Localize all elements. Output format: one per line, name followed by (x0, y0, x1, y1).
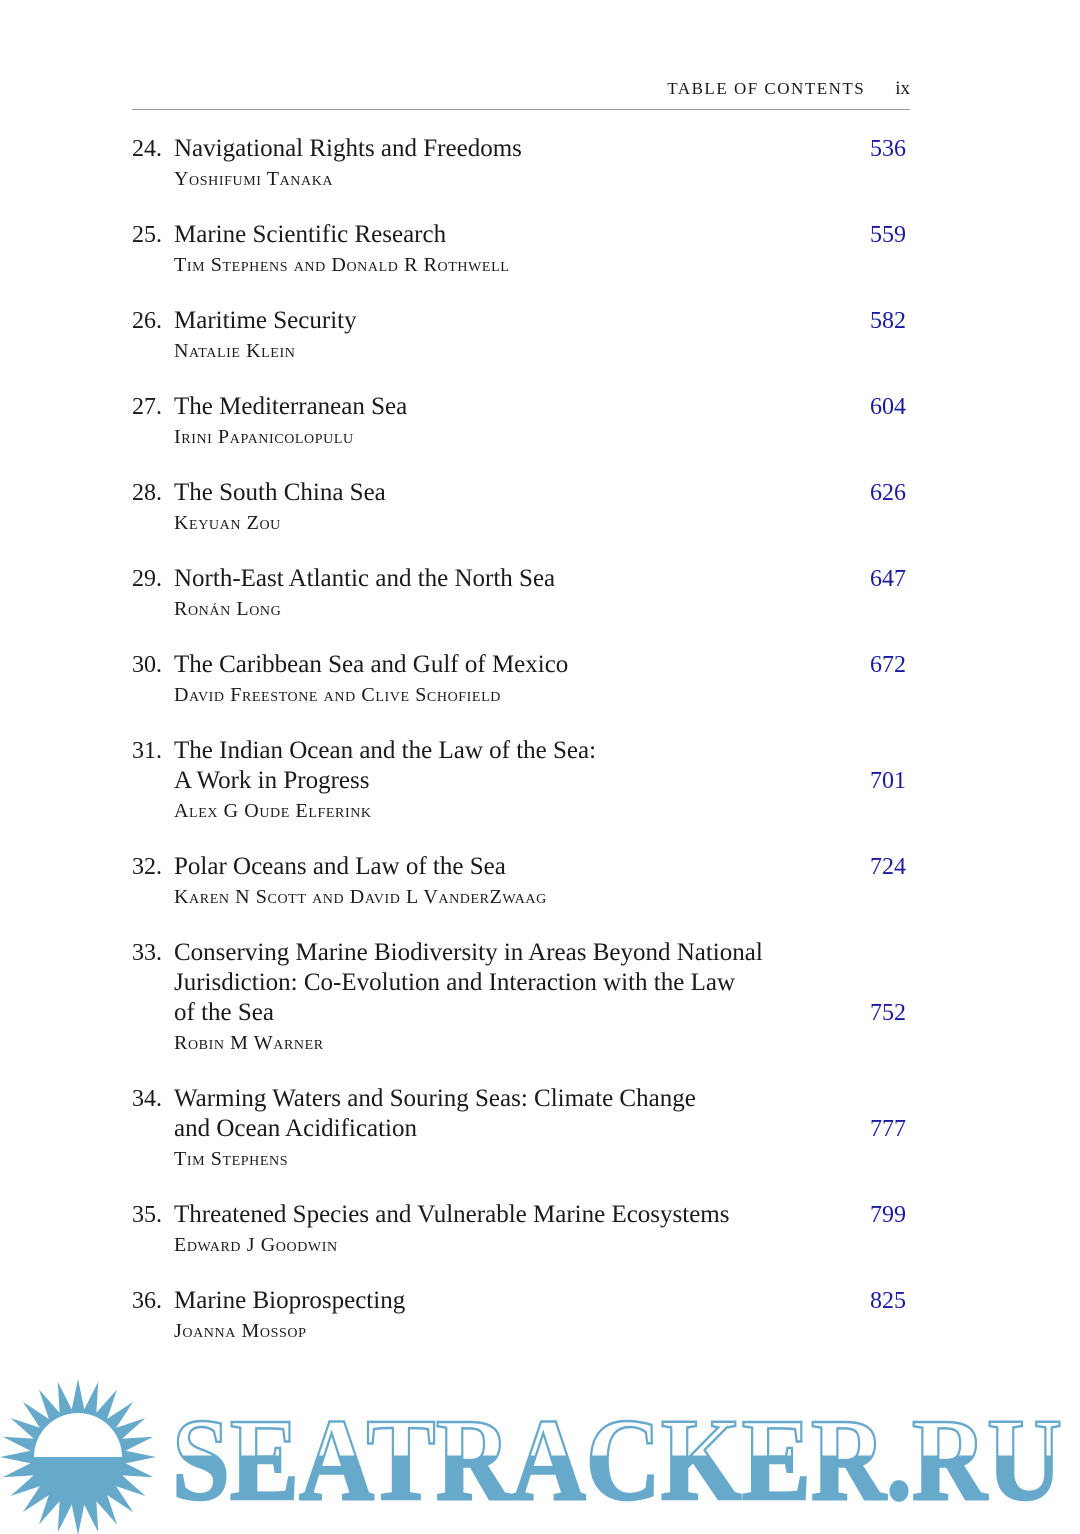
chapter-number: 34. (132, 1086, 162, 1112)
chapter-author: Tim Stephens (174, 1148, 289, 1170)
toc-entry[interactable] (132, 650, 906, 710)
page-number[interactable]: 752 (870, 1000, 906, 1026)
chapter-title-line: Maritime Security (174, 307, 357, 334)
chapter-title-line: Threatened Species and Vulnerable Marine Ecosystems (174, 1201, 730, 1228)
toc-entry[interactable] (132, 220, 906, 280)
chapter-author: Keyuan Zou (174, 512, 281, 534)
chapter-author: Yoshifumi Tanaka (174, 168, 334, 190)
page-number[interactable]: 701 (870, 768, 906, 794)
chapter-number: 28. (132, 480, 162, 506)
chapter-number: 32. (132, 854, 162, 880)
chapter-number: 24. (132, 136, 162, 162)
toc-entry[interactable] (132, 564, 906, 624)
chapter-title-line: Marine Bioprospecting (174, 1287, 406, 1314)
chapter-number: 26. (132, 308, 162, 334)
chapter-title-line: Warming Waters and Souring Seas: Climate Change (174, 1085, 696, 1112)
page-number[interactable]: 777 (870, 1116, 906, 1142)
chapter-title-line: Polar Oceans and Law of the Sea (174, 853, 506, 880)
section-title: TABLE OF CONTENTS (667, 79, 866, 98)
toc-entry[interactable] (132, 1084, 906, 1174)
table-of-contents (132, 134, 906, 1372)
chapter-number: 29. (132, 566, 162, 592)
chapter-title-line: The South China Sea (174, 479, 386, 506)
watermark-logo (0, 1375, 1080, 1534)
sun-icon (0, 1379, 156, 1534)
toc-entry[interactable] (132, 938, 906, 1058)
toc-entry[interactable] (132, 1286, 906, 1346)
chapter-title-line: A Work in Progress (174, 767, 370, 794)
chapter-author: Tim Stephens and Donald R Rothwell (174, 254, 510, 276)
page-number[interactable]: 647 (870, 566, 906, 592)
chapter-title-line: North-East Atlantic and the North Sea (174, 565, 556, 592)
chapter-title-line: Jurisdiction: Co-Evolution and Interaction with the Law (174, 969, 735, 996)
chapter-number: 35. (132, 1202, 162, 1228)
page-number[interactable]: 604 (870, 394, 906, 420)
chapter-number: 33. (132, 940, 162, 966)
header-rule (132, 109, 910, 110)
page-number[interactable]: 559 (870, 222, 906, 248)
page-number[interactable]: 799 (870, 1202, 906, 1228)
toc-entry[interactable] (132, 134, 906, 194)
toc-entry[interactable] (132, 1200, 906, 1260)
chapter-author: Ronán Long (174, 598, 282, 620)
page-number[interactable]: 672 (870, 652, 906, 678)
toc-entry[interactable] (132, 392, 906, 452)
running-head (132, 78, 910, 100)
chapter-title-line: Marine Scientific Research (174, 221, 447, 248)
chapter-title-line: of the Sea (174, 999, 274, 1026)
chapter-title-line: Navigational Rights and Freedoms (174, 135, 522, 162)
page-number[interactable]: 825 (870, 1288, 906, 1314)
page-number[interactable]: 582 (870, 308, 906, 334)
watermark-text: SEATRACKER.RU (172, 1394, 1062, 1525)
chapter-author: Karen N Scott and David L VanderZwaag (174, 886, 547, 908)
chapter-title-line: Conserving Marine Biodiversity in Areas Beyond National (174, 939, 763, 966)
chapter-author: Robin M Warner (174, 1032, 324, 1054)
chapter-author: Edward J Goodwin (174, 1234, 338, 1256)
chapter-title-line: The Indian Ocean and the Law of the Sea: (174, 737, 597, 764)
chapter-author: David Freestone and Clive Schofield (174, 684, 501, 706)
chapter-title-line: and Ocean Acidification (174, 1115, 417, 1142)
chapter-number: 30. (132, 652, 162, 678)
toc-entry[interactable] (132, 852, 906, 912)
toc-entry[interactable] (132, 736, 906, 826)
page-folio: ix (895, 78, 910, 99)
chapter-author: Joanna Mossop (174, 1320, 307, 1342)
chapter-author: Natalie Klein (174, 340, 296, 362)
chapter-number: 27. (132, 394, 162, 420)
toc-entry[interactable] (132, 306, 906, 366)
chapter-title-line: The Mediterranean Sea (174, 393, 408, 420)
page-number[interactable]: 536 (870, 136, 906, 162)
chapter-number: 36. (132, 1288, 162, 1314)
chapter-number: 25. (132, 222, 162, 248)
chapter-title-line: The Caribbean Sea and Gulf of Mexico (174, 651, 569, 678)
toc-entry[interactable] (132, 478, 906, 538)
chapter-author: Alex G Oude Elferink (174, 800, 372, 822)
chapter-author: Irini Papanicolopulu (174, 426, 354, 448)
page-number[interactable]: 626 (870, 480, 906, 506)
page-number[interactable]: 724 (870, 854, 906, 880)
chapter-number: 31. (132, 738, 162, 764)
